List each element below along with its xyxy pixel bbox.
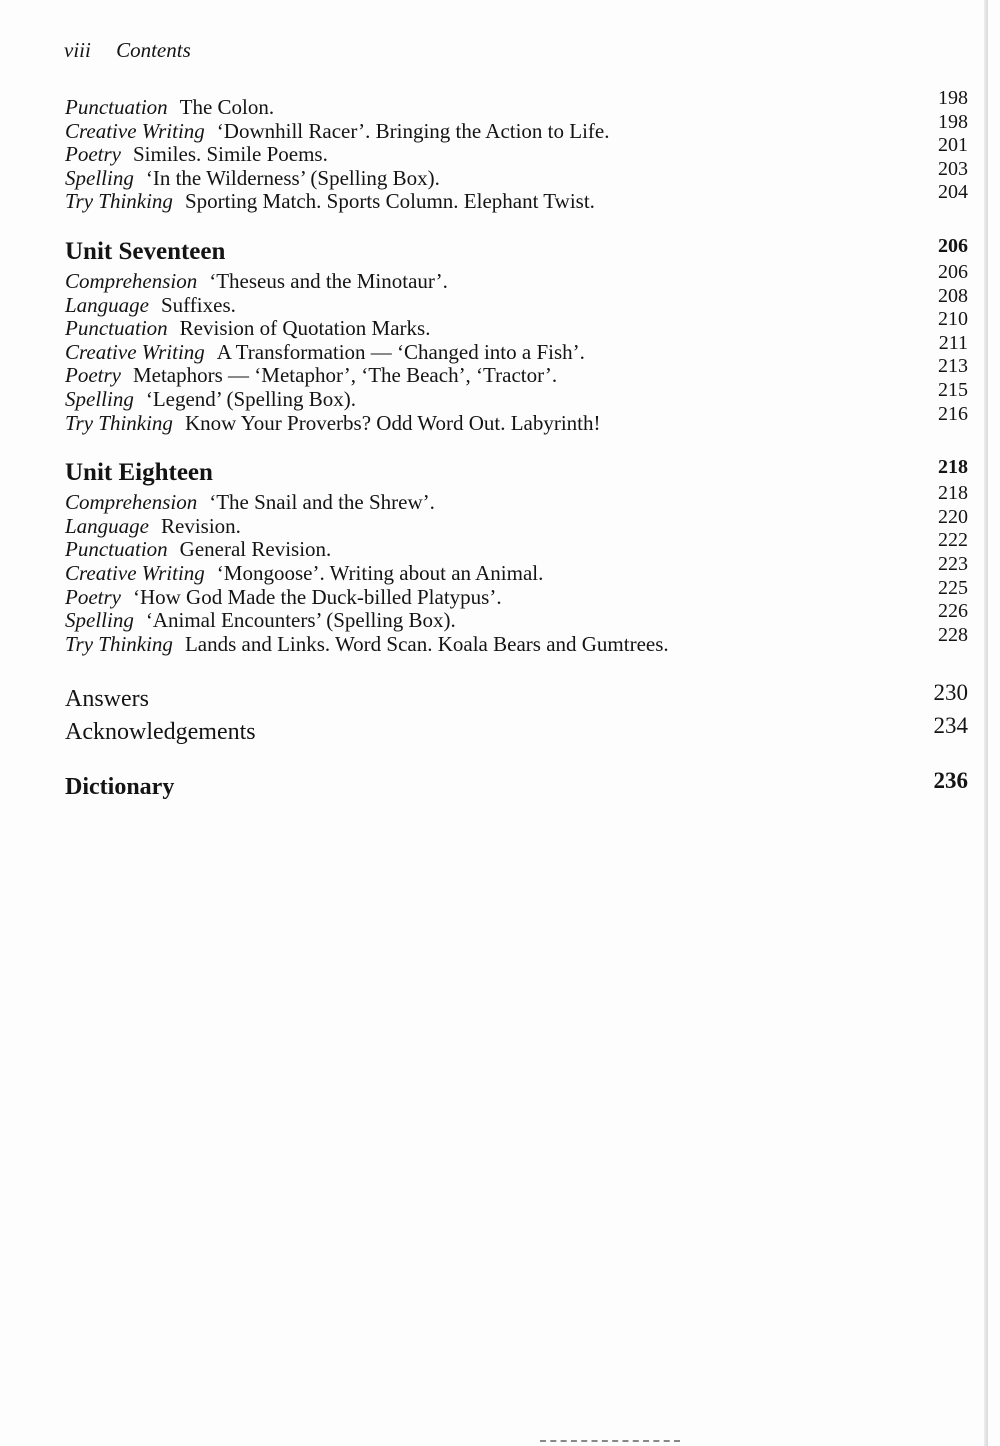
entry-page-number: 198 [938, 87, 968, 109]
entry-page-number: 216 [938, 402, 968, 425]
scan-artifact-line [540, 1440, 680, 1442]
entry-title: ‘Downhill Racer’. Bringing the Action to Life. [216, 118, 610, 143]
end-matter-label: Dictionary [65, 774, 175, 801]
table-of-contents [65, 87, 968, 804]
entry-category: Creative Writing [65, 560, 205, 585]
entry-title: A Transformation — ‘Changed into a Fish’. [216, 339, 585, 364]
toc-entry [65, 552, 968, 586]
entry-page-number: 222 [938, 529, 968, 552]
entry-page-number: 203 [938, 157, 968, 180]
entry-category: Punctuation [65, 316, 168, 341]
entry-category: Comprehension [65, 490, 198, 515]
toc-entry [65, 482, 968, 515]
toc-entry [65, 623, 968, 657]
entry-category: Punctuation [65, 95, 168, 119]
entry-page-number: 228 [938, 623, 968, 646]
entry-title: Metaphors — ‘Metaphor’, ‘The Beach’, ‘Tractor’. [132, 363, 558, 388]
page-numeral: viii [64, 38, 91, 62]
entry-category: Poetry [65, 584, 121, 609]
toc-entry [65, 505, 968, 539]
entry-title: ‘In the Wilderness’ (Spelling Box). [145, 165, 440, 190]
toc-entry [65, 284, 968, 318]
entry-category: Language [65, 513, 149, 538]
entry-title: Revision of Quotation Marks. [179, 316, 431, 341]
end-matter-page-number: 234 [933, 713, 968, 739]
entry-page-number: 220 [938, 505, 968, 528]
entry-category: Spelling [65, 165, 134, 190]
entry-page-number: 201 [938, 134, 968, 157]
end-matter-entry [65, 680, 968, 716]
entry-title: The Colon. [179, 95, 275, 119]
toc-entry [65, 600, 968, 633]
entry-page-number: 226 [938, 600, 968, 623]
end-matter-entry [65, 713, 968, 749]
unit-page-number: 218 [938, 456, 968, 479]
toc-entry [65, 529, 968, 562]
unit-title: Unit Seventeen [65, 237, 226, 265]
entry-title: Similes. Simile Poems. [132, 142, 328, 167]
entry-title: Lands and Links. Word Scan. Koala Bears and Gumtrees. [184, 631, 669, 656]
entry-title: ‘Animal Encounters’ (Spelling Box). [145, 608, 456, 633]
entry-category: Poetry [65, 363, 121, 388]
toc-entry [65, 308, 968, 341]
entry-title: ‘Mongoose’. Writing about an Animal. [216, 560, 544, 585]
entry-category: Punctuation [65, 537, 168, 562]
page-edge [984, 0, 988, 1446]
entry-page-number: 198 [938, 110, 968, 133]
end-matter-label: Acknowledgements [65, 719, 256, 746]
entry-category: Try Thinking [65, 189, 173, 214]
toc-entry [65, 260, 968, 294]
toc-entry [65, 110, 968, 144]
entry-page-number: 210 [938, 308, 968, 331]
entry-category: Creative Writing [65, 118, 205, 143]
entry-title: General Revision. [179, 537, 332, 562]
toc-entry [65, 378, 968, 412]
entry-title: ‘Legend’ (Spelling Box). [145, 386, 356, 411]
entry-page-number: 204 [938, 181, 968, 204]
toc-entry [65, 355, 968, 388]
entry-page-number: 223 [938, 552, 968, 575]
entry-category: Try Thinking [65, 631, 173, 656]
entry-category: Language [65, 292, 149, 317]
toc-entry [65, 181, 968, 214]
entry-title: ‘How God Made the Duck-billed Platypus’. [132, 584, 502, 609]
entry-title: ‘Theseus and the Minotaur’. [209, 268, 448, 293]
toc-entry [65, 157, 968, 191]
toc-entry [65, 331, 968, 365]
entry-title: Suffixes. [161, 292, 236, 317]
entry-page-number: 211 [938, 331, 968, 354]
toc-entry [65, 402, 968, 436]
unit-page-number: 206 [938, 234, 968, 257]
unit-heading [65, 457, 968, 489]
entry-category: Spelling [65, 608, 134, 633]
entry-category: Spelling [65, 386, 134, 411]
header-title: Contents [116, 38, 191, 62]
entry-page-number: 208 [938, 284, 968, 307]
entry-page-number: 213 [938, 355, 968, 378]
entry-category: Comprehension [65, 268, 198, 293]
entry-page-number: 215 [938, 378, 968, 401]
entry-title: ‘The Snail and the Shrew’. [209, 490, 435, 515]
end-matter-entry [65, 768, 968, 804]
running-header [64, 38, 211, 63]
unit-heading [65, 236, 968, 268]
toc-entry [65, 576, 968, 610]
entry-page-number: 218 [938, 482, 968, 505]
entry-page-number: 206 [938, 260, 968, 283]
toc-entry [65, 87, 968, 120]
entry-page-number: 225 [938, 576, 968, 599]
entry-title: Revision. [161, 513, 241, 538]
entry-category: Poetry [65, 142, 121, 167]
unit-title: Unit Eighteen [65, 459, 213, 487]
end-matter-page-number: 236 [933, 768, 968, 794]
toc-entry [65, 134, 968, 167]
entry-category: Creative Writing [65, 339, 205, 364]
end-matter-label: Answers [65, 686, 149, 713]
end-matter-page-number: 230 [933, 680, 968, 706]
entry-title: Know Your Proverbs? Odd Word Out. Labyrinth! [184, 410, 601, 435]
entry-category: Try Thinking [65, 410, 173, 435]
entry-title: Sporting Match. Sports Column. Elephant Twist. [184, 189, 595, 214]
